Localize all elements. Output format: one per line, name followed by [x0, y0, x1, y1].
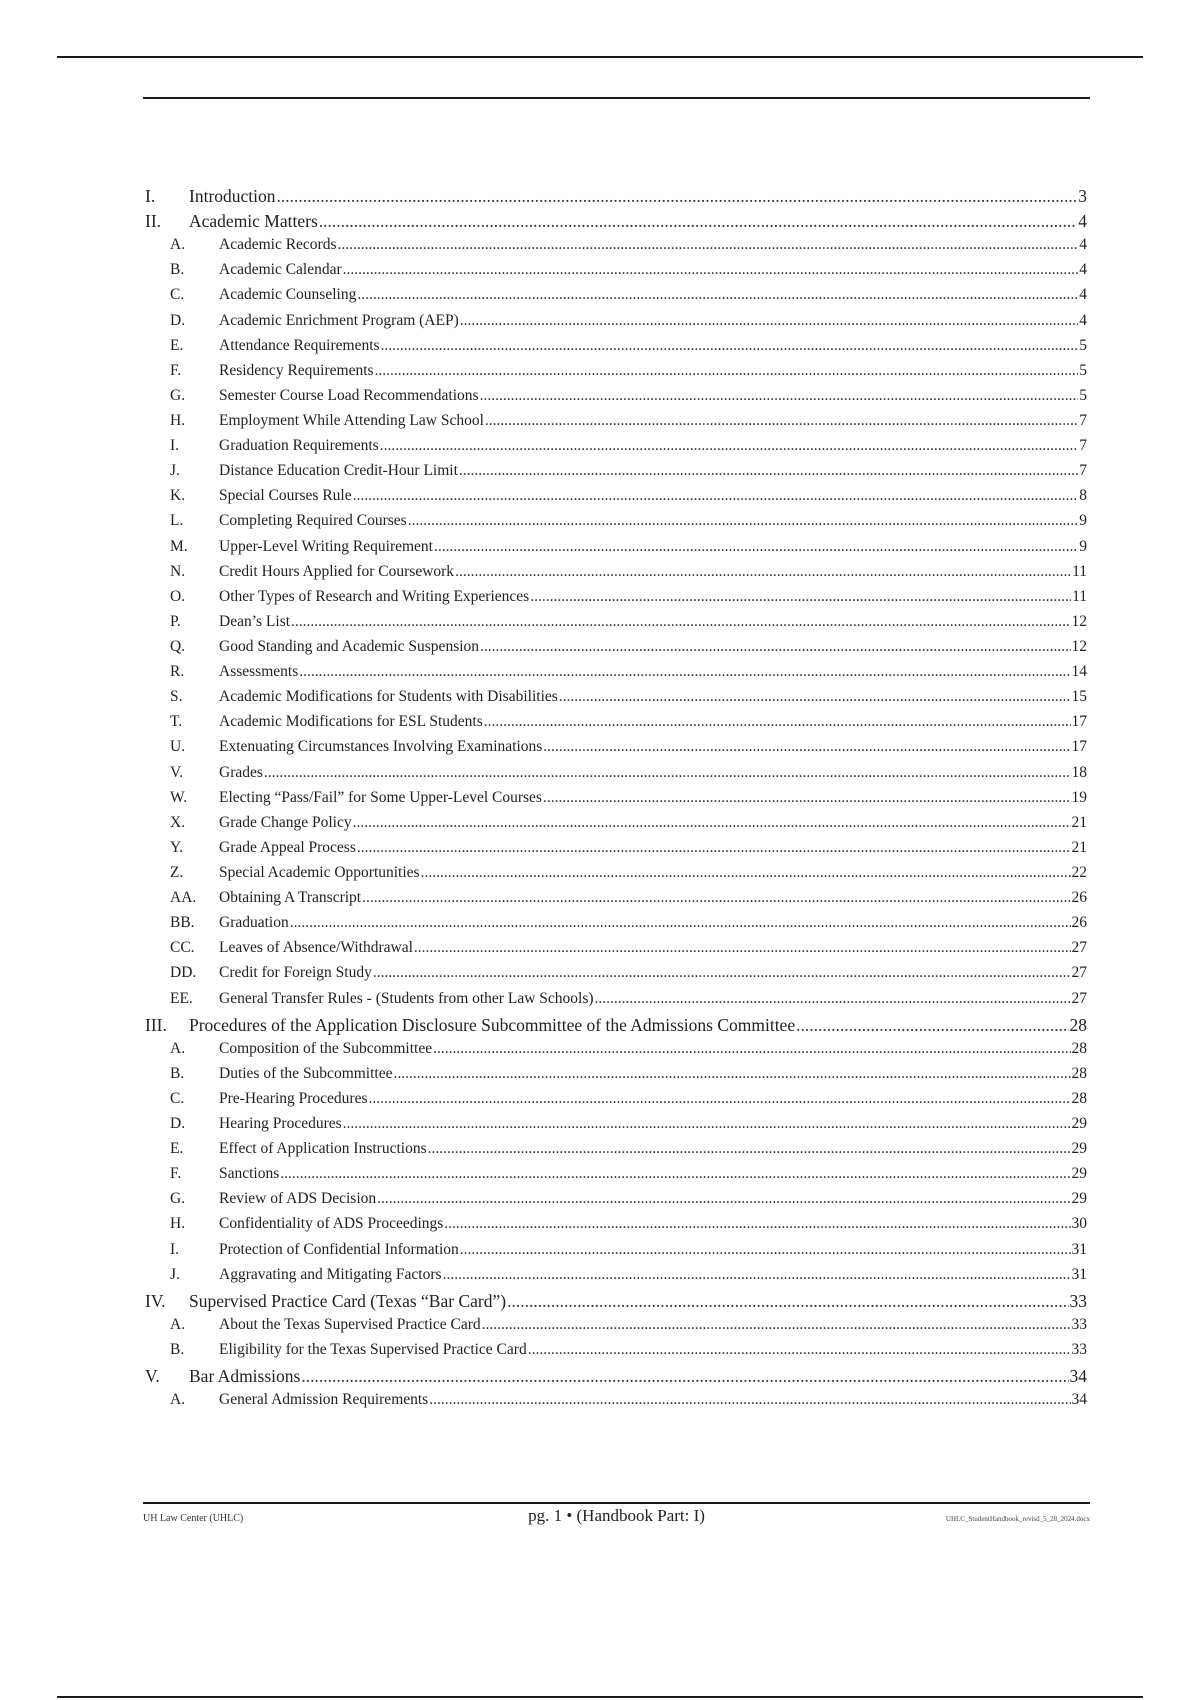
- toc-dot-leader: [455, 563, 1071, 581]
- toc-entry[interactable]: [145, 1291, 1087, 1316]
- toc-dot-leader: [796, 1015, 1068, 1036]
- toc-dot-leader: [428, 1140, 1071, 1158]
- toc-entry-number: J.: [170, 462, 180, 480]
- toc-entry-title: Confidentiality of ADS Proceedings: [219, 1215, 444, 1233]
- toc-entry-page: 18: [1071, 763, 1087, 781]
- toc-entry-title: Academic Counseling: [219, 286, 357, 304]
- toc-entry-page: 17: [1071, 738, 1087, 756]
- toc-entry[interactable]: [145, 1366, 1087, 1391]
- toc-dot-leader: [375, 362, 1079, 380]
- toc-entry-page: 4: [1079, 311, 1087, 329]
- toc-entry-page: 5: [1079, 336, 1087, 354]
- toc-dot-leader: [444, 1215, 1070, 1233]
- toc-entry[interactable]: [145, 1040, 1087, 1065]
- toc-entry-number: R.: [170, 663, 185, 681]
- toc-entry[interactable]: [145, 638, 1087, 663]
- toc-entry[interactable]: [145, 1341, 1087, 1366]
- toc-entry-title: Special Courses Rule: [219, 487, 352, 505]
- toc-entry-page: 17: [1071, 713, 1087, 731]
- toc-entry-number: W.: [170, 788, 188, 806]
- toc-entry-number: G.: [170, 386, 186, 404]
- toc-entry-number: B.: [170, 261, 185, 279]
- toc-entry-title: Good Standing and Academic Suspension: [219, 637, 480, 655]
- toc-dot-leader: [357, 286, 1078, 304]
- toc-entry-title: Completing Required Courses: [219, 512, 407, 530]
- toc-entry-page: 7: [1079, 411, 1087, 429]
- toc-entry-number: Q.: [170, 637, 186, 655]
- toc-entry-title: About the Texas Supervised Practice Card: [219, 1315, 481, 1333]
- toc-entry[interactable]: [145, 1241, 1087, 1266]
- toc-entry[interactable]: [145, 864, 1087, 889]
- toc-entry[interactable]: [145, 814, 1087, 839]
- toc-entry-page: 26: [1071, 914, 1087, 932]
- toc-entry-number: A.: [170, 1391, 186, 1409]
- toc-entry-title: Grade Appeal Process: [219, 838, 356, 856]
- toc-dot-leader: [353, 487, 1079, 505]
- toc-entry-title: Upper-Level Writing Requirement: [219, 537, 433, 555]
- toc-entry-title: Other Types of Research and Writing Experiences: [219, 587, 530, 605]
- toc-entry-number: E.: [170, 336, 184, 354]
- toc-entry-page: 28: [1069, 1014, 1087, 1035]
- toc-entry[interactable]: [145, 236, 1087, 261]
- footer-rule: [143, 1502, 1090, 1504]
- toc-dot-leader: [338, 236, 1079, 254]
- toc-entry[interactable]: [145, 487, 1087, 512]
- toc-entry[interactable]: [145, 462, 1087, 487]
- toc-entry[interactable]: [145, 286, 1087, 311]
- toc-entry[interactable]: [145, 764, 1087, 789]
- toc-entry-title: Semester Course Load Recommendations: [219, 386, 479, 404]
- toc-entry-page: 12: [1071, 612, 1087, 630]
- toc-entry-page: 8: [1079, 487, 1087, 505]
- toc-entry-title: Attendance Requirements: [219, 336, 380, 354]
- toc-entry-page: 14: [1071, 663, 1087, 681]
- toc-entry-page: 11: [1072, 587, 1087, 605]
- toc-entry[interactable]: [145, 362, 1087, 387]
- toc-entry-page: 9: [1079, 537, 1087, 555]
- toc-dot-leader: [543, 789, 1071, 807]
- toc-entry-page: 7: [1079, 462, 1087, 480]
- toc-entry-title: Academic Calendar: [219, 261, 342, 279]
- toc-entry-number: T.: [170, 713, 183, 731]
- toc-dot-leader: [301, 1366, 1068, 1387]
- toc-entry[interactable]: [145, 1215, 1087, 1240]
- footer-institution: UH Law Center (UHLC): [143, 1513, 244, 1524]
- toc-entry-page: 29: [1071, 1140, 1087, 1158]
- toc-entry-page: 31: [1071, 1240, 1087, 1258]
- toc-entry[interactable]: [145, 512, 1087, 537]
- toc-entry-title: Pre-Hearing Procedures: [219, 1089, 368, 1107]
- toc-dot-leader: [530, 588, 1071, 606]
- toc-entry-number: M.: [170, 537, 188, 555]
- toc-entry-title: Sanctions: [219, 1165, 280, 1183]
- toc-entry[interactable]: [145, 1165, 1087, 1190]
- toc-entry[interactable]: [145, 1266, 1087, 1291]
- toc-dot-leader: [393, 1065, 1070, 1083]
- toc-entry-number: Y.: [170, 838, 184, 856]
- toc-dot-leader: [528, 1341, 1071, 1359]
- toc-entry[interactable]: [145, 211, 1087, 236]
- toc-entry-page: 28: [1071, 1089, 1087, 1107]
- toc-dot-leader: [421, 864, 1071, 882]
- toc-entry-title: Eligibility for the Texas Supervised Practice Card: [219, 1341, 527, 1359]
- toc-dot-leader: [433, 1040, 1070, 1058]
- toc-dot-leader: [373, 964, 1071, 982]
- toc-entry-title: Employment While Attending Law School: [219, 411, 484, 429]
- toc-entry[interactable]: [145, 412, 1087, 437]
- toc-entry-page: 4: [1079, 261, 1087, 279]
- toc-entry-number: B.: [170, 1341, 185, 1359]
- toc-entry[interactable]: [145, 387, 1087, 412]
- toc-dot-leader: [362, 889, 1070, 907]
- toc-entry[interactable]: [145, 713, 1087, 738]
- toc-entry-title: Leaves of Absence/Withdrawal: [219, 939, 413, 957]
- toc-entry-number: I.: [170, 1240, 180, 1258]
- toc-entry-title: Obtaining A Transcript: [219, 889, 362, 907]
- toc-entry-number: G.: [170, 1190, 186, 1208]
- toc-entry-page: 5: [1079, 361, 1087, 379]
- toc-entry-title: Graduation Requirements: [219, 437, 379, 455]
- toc-entry-page: 29: [1071, 1190, 1087, 1208]
- toc-entry-page: 31: [1071, 1265, 1087, 1283]
- toc-entry[interactable]: [145, 964, 1087, 989]
- toc-entry[interactable]: [145, 613, 1087, 638]
- toc-entry[interactable]: [145, 1140, 1087, 1165]
- toc-dot-leader: [377, 1190, 1070, 1208]
- toc-entry-title: Hearing Procedures: [219, 1115, 342, 1133]
- toc-entry-title: Academic Modifications for ESL Students: [219, 713, 483, 731]
- toc-dot-leader: [280, 1165, 1070, 1183]
- toc-entry[interactable]: [145, 337, 1087, 362]
- toc-dot-leader: [368, 1090, 1070, 1108]
- toc-entry-number: CC.: [170, 939, 195, 957]
- toc-entry-number: S.: [170, 688, 183, 706]
- toc-entry-page: 34: [1071, 1391, 1087, 1409]
- toc-dot-leader: [290, 914, 1071, 932]
- toc-entry-title: Review of ADS Decision: [219, 1190, 377, 1208]
- toc-dot-leader: [507, 1291, 1068, 1312]
- toc-entry-number: D.: [170, 311, 186, 329]
- toc-entry-number: II.: [145, 211, 162, 232]
- toc-entry-page: 21: [1071, 838, 1087, 856]
- toc-entry-title: General Admission Requirements: [219, 1391, 429, 1409]
- toc-entry-title: Composition of the Subcommittee: [219, 1039, 433, 1057]
- toc-entry[interactable]: [145, 588, 1087, 613]
- toc-entry-title: Academic Enrichment Program (AEP): [219, 311, 459, 329]
- toc-dot-leader: [460, 312, 1079, 330]
- toc-dot-leader: [357, 839, 1071, 857]
- toc-entry-page: 29: [1071, 1165, 1087, 1183]
- toc-dot-leader: [559, 688, 1071, 706]
- toc-entry-title: Dean’s List: [219, 612, 291, 630]
- toc-entry[interactable]: [145, 1391, 1087, 1416]
- toc-dot-leader: [408, 512, 1079, 530]
- page-footer: [143, 1506, 1090, 1532]
- toc-entry[interactable]: [145, 437, 1087, 462]
- toc-entry-page: 33: [1069, 1290, 1087, 1311]
- toc-entry-title: Supervised Practice Card (Texas “Bar Card”): [189, 1290, 507, 1311]
- toc-entry[interactable]: [145, 1015, 1087, 1040]
- toc-entry-title: Credit Hours Applied for Coursework: [219, 562, 455, 580]
- toc-dot-leader: [595, 990, 1071, 1008]
- toc-entry-number: C.: [170, 286, 185, 304]
- toc-dot-leader: [484, 713, 1071, 731]
- toc-entry-page: 30: [1071, 1215, 1087, 1233]
- toc-entry-title: Bar Admissions: [189, 1366, 301, 1387]
- toc-entry-page: 7: [1079, 437, 1087, 455]
- toc-entry-number: DD.: [170, 964, 197, 982]
- toc-dot-leader: [291, 613, 1070, 631]
- toc-entry-number: A.: [170, 1039, 186, 1057]
- toc-entry-title: Duties of the Subcommittee: [219, 1064, 393, 1082]
- toc-entry[interactable]: [145, 914, 1087, 939]
- toc-entry-page: 28: [1071, 1064, 1087, 1082]
- toc-entry-title: Residency Requirements: [219, 361, 374, 379]
- toc-entry-number: A.: [170, 236, 186, 254]
- footer-page-number: pg. 1 • (Handbook Part: I): [528, 1506, 705, 1525]
- toc-entry-number: I.: [170, 437, 180, 455]
- toc-entry-number: A.: [170, 1315, 186, 1333]
- page-border-top: [57, 56, 1143, 58]
- toc-entry-page: 26: [1071, 889, 1087, 907]
- toc-entry-number: U.: [170, 738, 186, 756]
- toc-entry[interactable]: [145, 939, 1087, 964]
- toc-entry-title: Assessments: [219, 663, 299, 681]
- toc-dot-leader: [443, 1266, 1071, 1284]
- toc-entry-page: 33: [1071, 1315, 1087, 1333]
- toc-entry-number: J.: [170, 1265, 180, 1283]
- table-of-contents: [145, 186, 1087, 1416]
- toc-entry-title: Academic Records: [219, 236, 337, 254]
- toc-entry-page: 27: [1071, 939, 1087, 957]
- toc-dot-leader: [459, 462, 1078, 480]
- toc-entry-title: Graduation: [219, 914, 289, 932]
- toc-entry-number: III.: [145, 1014, 167, 1035]
- toc-entry[interactable]: [145, 990, 1087, 1015]
- toc-entry[interactable]: [145, 312, 1087, 337]
- toc-entry-number: O.: [170, 587, 186, 605]
- toc-entry-page: 27: [1071, 964, 1087, 982]
- toc-dot-leader: [429, 1391, 1070, 1409]
- toc-entry[interactable]: [145, 889, 1087, 914]
- toc-entry-page: 4: [1078, 211, 1087, 232]
- toc-dot-leader: [277, 186, 1078, 207]
- toc-entry-title: General Transfer Rules - (Students from other Law Schools): [219, 989, 594, 1007]
- toc-dot-leader: [482, 1316, 1071, 1334]
- toc-entry-number: V.: [170, 763, 184, 781]
- toc-entry-title: Procedures of the Application Disclosure Subcommittee of the Admissions Committee: [189, 1014, 796, 1035]
- toc-entry-number: BB.: [170, 914, 195, 932]
- toc-entry-page: 33: [1071, 1341, 1087, 1359]
- toc-entry-number: Z.: [170, 863, 184, 881]
- toc-entry-page: 19: [1071, 788, 1087, 806]
- toc-dot-leader: [264, 764, 1071, 782]
- toc-entry-number: AA.: [170, 889, 197, 907]
- toc-entry-page: 34: [1069, 1366, 1087, 1387]
- toc-entry-title: Grade Change Policy: [219, 813, 352, 831]
- toc-entry[interactable]: [145, 1090, 1087, 1115]
- toc-entry-page: 21: [1071, 813, 1087, 831]
- toc-entry-number: IV.: [145, 1290, 166, 1311]
- toc-entry-page: 4: [1079, 236, 1087, 254]
- toc-entry-title: Academic Matters: [189, 211, 318, 232]
- toc-entry-number: L.: [170, 512, 184, 530]
- toc-entry-title: Credit for Foreign Study: [219, 964, 372, 982]
- toc-dot-leader: [319, 211, 1077, 232]
- toc-entry[interactable]: [145, 789, 1087, 814]
- toc-entry-number: F.: [170, 361, 182, 379]
- toc-dot-leader: [299, 663, 1070, 681]
- toc-entry-page: 27: [1071, 989, 1087, 1007]
- toc-entry-page: 28: [1071, 1039, 1087, 1057]
- toc-entry-title: Aggravating and Mitigating Factors: [219, 1265, 442, 1283]
- toc-entry-number: X.: [170, 813, 186, 831]
- toc-entry[interactable]: [145, 663, 1087, 688]
- toc-entry-title: Protection of Confidential Information: [219, 1240, 459, 1258]
- toc-entry[interactable]: [145, 1316, 1087, 1341]
- toc-dot-leader: [480, 638, 1070, 656]
- toc-entry-page: 3: [1078, 186, 1087, 206]
- toc-entry-page: 4: [1079, 286, 1087, 304]
- toc-dot-leader: [543, 738, 1070, 756]
- toc-entry[interactable]: [145, 563, 1087, 588]
- toc-dot-leader: [434, 538, 1078, 556]
- toc-entry-title: Electing “Pass/Fail” for Some Upper-Level Courses: [219, 788, 542, 806]
- toc-entry-number: E.: [170, 1140, 184, 1158]
- toc-entry-number: P.: [170, 612, 181, 630]
- toc-entry[interactable]: [145, 839, 1087, 864]
- toc-entry-number: H.: [170, 411, 186, 429]
- toc-entry-title: Academic Modifications for Students with Disabilities: [219, 688, 558, 706]
- toc-entry-page: 29: [1071, 1115, 1087, 1133]
- toc-entry[interactable]: [145, 538, 1087, 563]
- toc-entry-title: Distance Education Credit-Hour Limit: [219, 462, 458, 480]
- toc-entry-page: 12: [1071, 637, 1087, 655]
- header-rule: [143, 97, 1090, 99]
- toc-entry-title: Grades: [219, 763, 263, 781]
- toc-entry-title: Introduction: [189, 186, 276, 206]
- toc-entry-number: N.: [170, 562, 186, 580]
- toc-entry-number: C.: [170, 1089, 185, 1107]
- page-border-bottom: [57, 1696, 1143, 1698]
- toc-entry-number: D.: [170, 1115, 186, 1133]
- toc-entry-page: 5: [1079, 386, 1087, 404]
- toc-entry[interactable]: [145, 1065, 1087, 1090]
- toc-entry-number: F.: [170, 1165, 182, 1183]
- toc-entry-title: Special Academic Opportunities: [219, 863, 420, 881]
- toc-dot-leader: [460, 1241, 1071, 1259]
- toc-entry[interactable]: [145, 1190, 1087, 1215]
- toc-dot-leader: [353, 814, 1071, 832]
- toc-dot-leader: [380, 437, 1079, 455]
- toc-dot-leader: [381, 337, 1079, 355]
- toc-dot-leader: [414, 939, 1071, 957]
- toc-entry-number: B.: [170, 1064, 185, 1082]
- toc-dot-leader: [485, 412, 1078, 430]
- toc-entry-number: H.: [170, 1215, 186, 1233]
- toc-entry-page: 9: [1079, 512, 1087, 530]
- toc-dot-leader: [480, 387, 1079, 405]
- toc-entry[interactable]: [145, 186, 1087, 211]
- toc-dot-leader: [343, 261, 1079, 279]
- toc-entry-number: V.: [145, 1366, 160, 1387]
- toc-dot-leader: [343, 1115, 1071, 1133]
- toc-entry[interactable]: [145, 738, 1087, 763]
- toc-entry-title: Extenuating Circumstances Involving Examinations: [219, 738, 543, 756]
- footer-filename: UHLC_StudentHandbook_revisd_5_28_2024.docx: [945, 1515, 1090, 1523]
- toc-entry[interactable]: [145, 1115, 1087, 1140]
- toc-entry-page: 11: [1072, 562, 1087, 580]
- toc-entry-number: I.: [145, 186, 156, 206]
- toc-entry[interactable]: [145, 261, 1087, 286]
- toc-entry-page: 22: [1071, 863, 1087, 881]
- toc-entry-number: K.: [170, 487, 186, 505]
- toc-entry-number: EE.: [170, 989, 193, 1007]
- toc-entry[interactable]: [145, 688, 1087, 713]
- toc-entry-page: 15: [1071, 688, 1087, 706]
- toc-entry-title: Effect of Application Instructions: [219, 1140, 427, 1158]
